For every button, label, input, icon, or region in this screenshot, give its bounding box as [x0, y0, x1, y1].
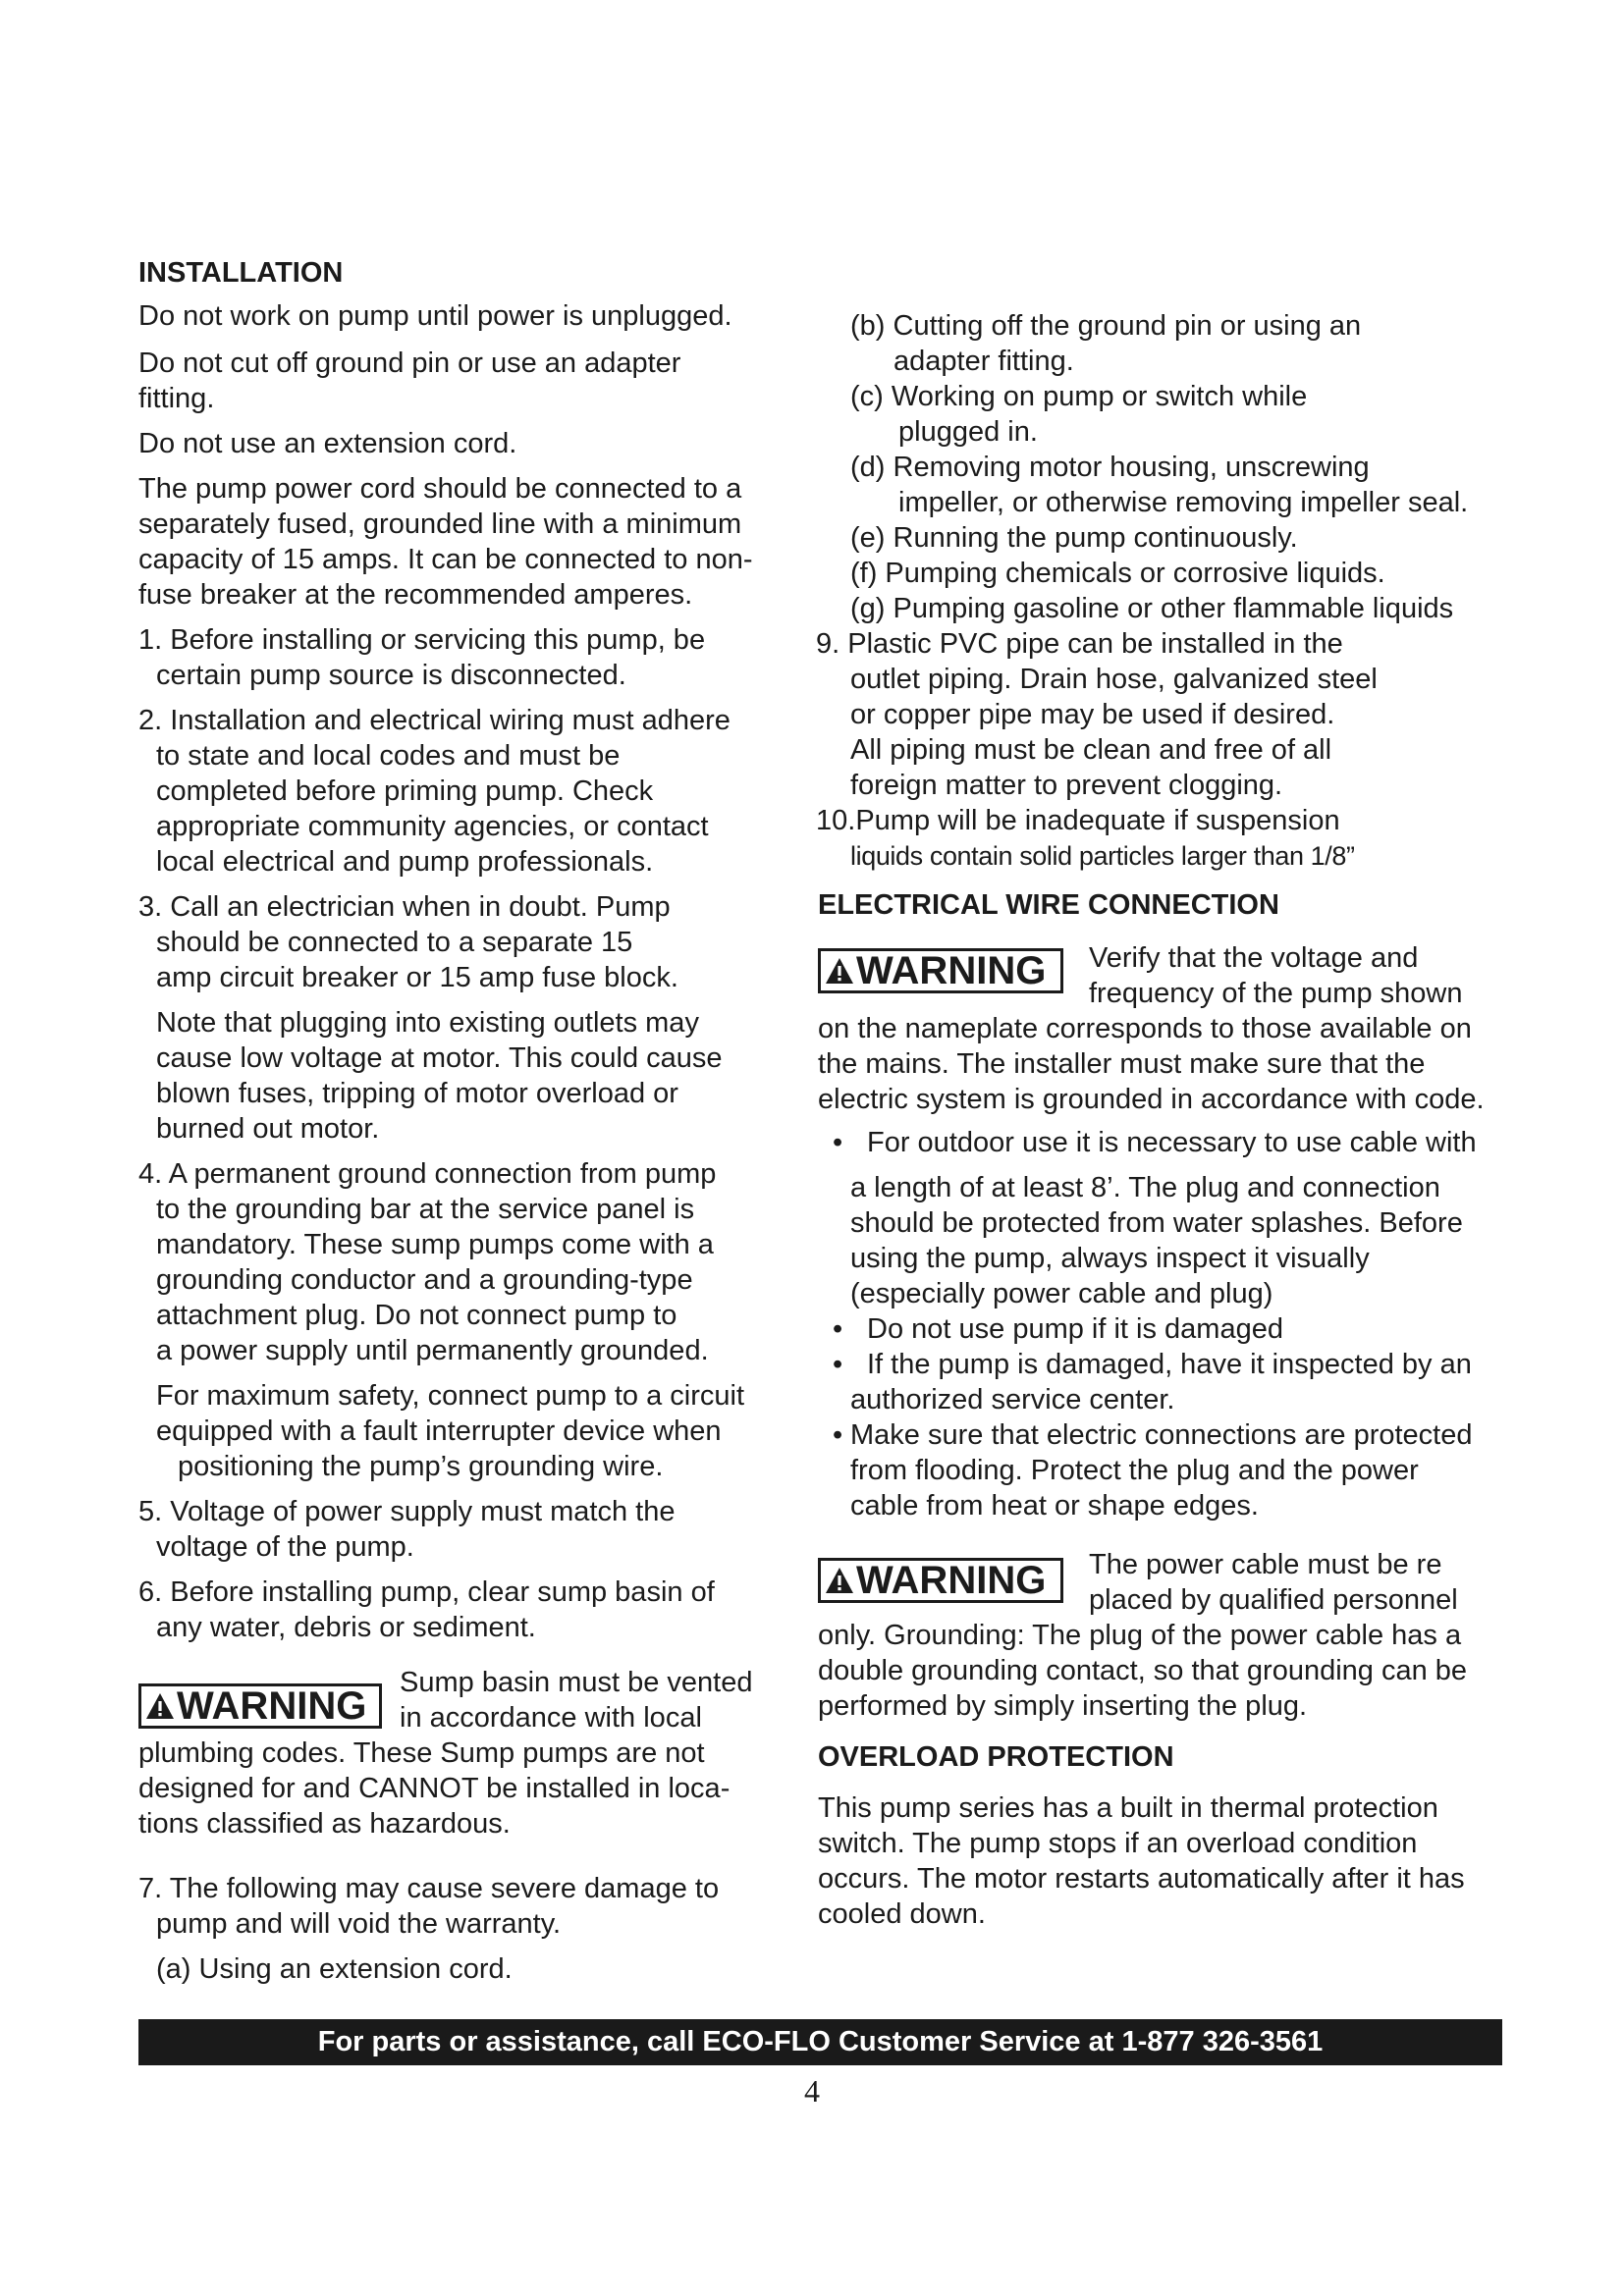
step-2: local electrical and pump professionals. [156, 846, 654, 878]
warning-text: placed by qualified personnel [1089, 1584, 1458, 1616]
damage-item: (d) Removing motor housing, unscrewing [850, 452, 1370, 483]
step-4: to the grounding bar at the service panel is [156, 1194, 695, 1225]
step-3: 3. Call an electrician when in doubt. Pump [138, 891, 671, 923]
step-4: a power supply until permanently grounded. [156, 1335, 709, 1366]
step-3-note: Note that plugging into existing outlets may [156, 1007, 699, 1039]
warning-text: the mains. The installer must make sure that the [818, 1048, 1426, 1080]
bullet-text: should be protected from water splashes. Before [850, 1207, 1463, 1239]
step-4-note: equipped with a fault interrupter device when [156, 1415, 722, 1447]
bullet-text: cable from heat or shape edges. [850, 1490, 1259, 1522]
warning-text: electric system is grounded in accordance with code. [818, 1084, 1485, 1115]
warning-badge [138, 1683, 382, 1729]
step-4: grounding conductor and a grounding-type [156, 1264, 693, 1296]
intro-line: fuse breaker at the recommended amperes. [138, 579, 693, 611]
bullet-icon: • [833, 1419, 843, 1451]
step-2: 2. Installation and electrical wiring must adhere [138, 705, 731, 736]
intro-line: fitting. [138, 383, 215, 414]
bullet-text: a length of at least 8’. The plug and connection [850, 1172, 1440, 1203]
step-7: 7. The following may cause severe damage to [138, 1873, 720, 1904]
warning-text: The power cable must be re [1089, 1549, 1442, 1580]
step-9: All piping must be clean and free of all [850, 734, 1332, 766]
overload-text: occurs. The motor restarts automatically after it has [818, 1863, 1465, 1895]
step-9: foreign matter to prevent clogging. [850, 770, 1283, 801]
step-4-note: positioning the pump’s grounding wire. [178, 1451, 664, 1482]
step-4-note: For maximum safety, connect pump to a circuit [156, 1380, 745, 1412]
bullet-text: from flooding. Protect the plug and the power [850, 1455, 1419, 1486]
warning-text: plumbing codes. These Sump pumps are not [138, 1737, 705, 1769]
step-10: 10.Pump will be inadequate if suspension [816, 805, 1340, 836]
bullet-text: (especially power cable and plug) [850, 1278, 1273, 1309]
damage-item: plugged in. [898, 416, 1038, 448]
customer-service-text: For parts or assistance, call ECO-FLO Customer Service at 1-877 326-3561 [317, 2026, 1324, 2057]
intro-line: capacity of 15 amps. It can be connected to non- [138, 544, 753, 575]
step-2: completed before priming pump. Check [156, 775, 654, 807]
step-1: 1. Before installing or servicing this pump, be [138, 624, 706, 656]
warning-text: double grounding contact, so that grounding can be [818, 1655, 1468, 1686]
step-4: attachment plug. Do not connect pump to [156, 1300, 677, 1331]
damage-item: (e) Running the pump continuously. [850, 522, 1298, 554]
intro-line: Do not use an extension cord. [138, 428, 517, 459]
warning-text: Verify that the voltage and [1089, 942, 1419, 974]
bullet-text: using the pump, always inspect it visually [850, 1243, 1370, 1274]
step-4: mandatory. These sump pumps come with a [156, 1229, 714, 1260]
step-3: amp circuit breaker or 15 amp fuse block. [156, 962, 678, 993]
warning-triangle-icon [145, 1692, 175, 1720]
bullet-text: Do not use pump if it is damaged [867, 1313, 1283, 1345]
overload-text: This pump series has a built in thermal protection [818, 1792, 1438, 1824]
intro-line: The pump power cord should be connected to a [138, 473, 742, 505]
step-3-note: burned out motor. [156, 1113, 380, 1145]
customer-service-bar [138, 2019, 1502, 2065]
warning-text: in accordance with local [400, 1702, 702, 1734]
step-7-a: (a) Using an extension cord. [156, 1953, 513, 1985]
warning-triangle-icon [825, 957, 854, 985]
installation-heading: INSTALLATION [138, 257, 344, 289]
intro-line: Do not cut off ground pin or use an adapter [138, 347, 681, 379]
warning-label: WARNING [856, 1559, 1047, 1602]
step-9: or copper pipe may be used if desired. [850, 699, 1335, 730]
overload-text: switch. The pump stops if an overload condition [818, 1828, 1418, 1859]
intro-line: separately fused, grounded line with a minimum [138, 508, 742, 540]
step-4: 4. A permanent ground connection from pump [138, 1158, 717, 1190]
step-2: to state and local codes and must be [156, 740, 621, 772]
bullet-text: Make sure that electric connections are protected [850, 1419, 1473, 1451]
warning-text: Sump basin must be vented [400, 1667, 753, 1698]
damage-item: adapter fitting. [893, 346, 1074, 377]
warning-label: WARNING [177, 1684, 367, 1728]
warning-text: frequency of the pump shown [1089, 978, 1463, 1009]
step-7: pump and will void the warranty. [156, 1908, 562, 1940]
bullet-icon: • [833, 1313, 843, 1345]
bullet-text: If the pump is damaged, have it inspected by an [867, 1349, 1472, 1380]
warning-text: tions classified as hazardous. [138, 1808, 511, 1840]
step-5: voltage of the pump. [156, 1531, 414, 1563]
step-2: appropriate community agencies, or contact [156, 811, 709, 842]
intro-line: Do not work on pump until power is unplugged. [138, 300, 732, 332]
step-10: liquids contain solid particles larger than 1/8” [850, 841, 1355, 871]
warning-badge [818, 1558, 1063, 1603]
bullet-icon: • [833, 1349, 843, 1380]
warning-text: designed for and CANNOT be installed in loca- [138, 1773, 731, 1804]
step-9: outlet piping. Drain hose, galvanized steel [850, 664, 1378, 695]
step-5: 5. Voltage of power supply must match the [138, 1496, 676, 1527]
warning-label: WARNING [856, 949, 1047, 992]
warning-triangle-icon [825, 1567, 854, 1594]
bullet-icon: • [833, 1127, 843, 1158]
damage-item: impeller, or otherwise removing impeller seal. [898, 487, 1469, 518]
warning-text: on the nameplate corresponds to those available on [818, 1013, 1472, 1044]
step-3-note: cause low voltage at motor. This could cause [156, 1042, 723, 1074]
step-3-note: blown fuses, tripping of motor overload or [156, 1078, 678, 1109]
bullet-text: authorized service center. [850, 1384, 1175, 1415]
overload-text: cooled down. [818, 1898, 986, 1930]
warning-text: only. Grounding: The plug of the power cable has a [818, 1620, 1462, 1651]
overload-heading: OVERLOAD PROTECTION [818, 1741, 1174, 1773]
warning-text: performed by simply inserting the plug. [818, 1690, 1308, 1722]
step-1: certain pump source is disconnected. [156, 660, 626, 691]
damage-item: (b) Cutting off the ground pin or using an [850, 310, 1362, 342]
step-9: 9. Plastic PVC pipe can be installed in the [816, 628, 1343, 660]
step-6: 6. Before installing pump, clear sump basin of [138, 1576, 715, 1608]
damage-item: (g) Pumping gasoline or other flammable liquids [850, 593, 1454, 624]
page-number: 4 [804, 2073, 820, 2109]
bullet-text: For outdoor use it is necessary to use cable with [867, 1127, 1477, 1158]
damage-item: (c) Working on pump or switch while [850, 381, 1308, 412]
electrical-heading: ELECTRICAL WIRE CONNECTION [818, 889, 1279, 921]
warning-badge [818, 948, 1063, 993]
step-3: should be connected to a separate 15 [156, 927, 633, 958]
step-6: any water, debris or sediment. [156, 1612, 536, 1643]
damage-item: (f) Pumping chemicals or corrosive liquids. [850, 558, 1385, 589]
